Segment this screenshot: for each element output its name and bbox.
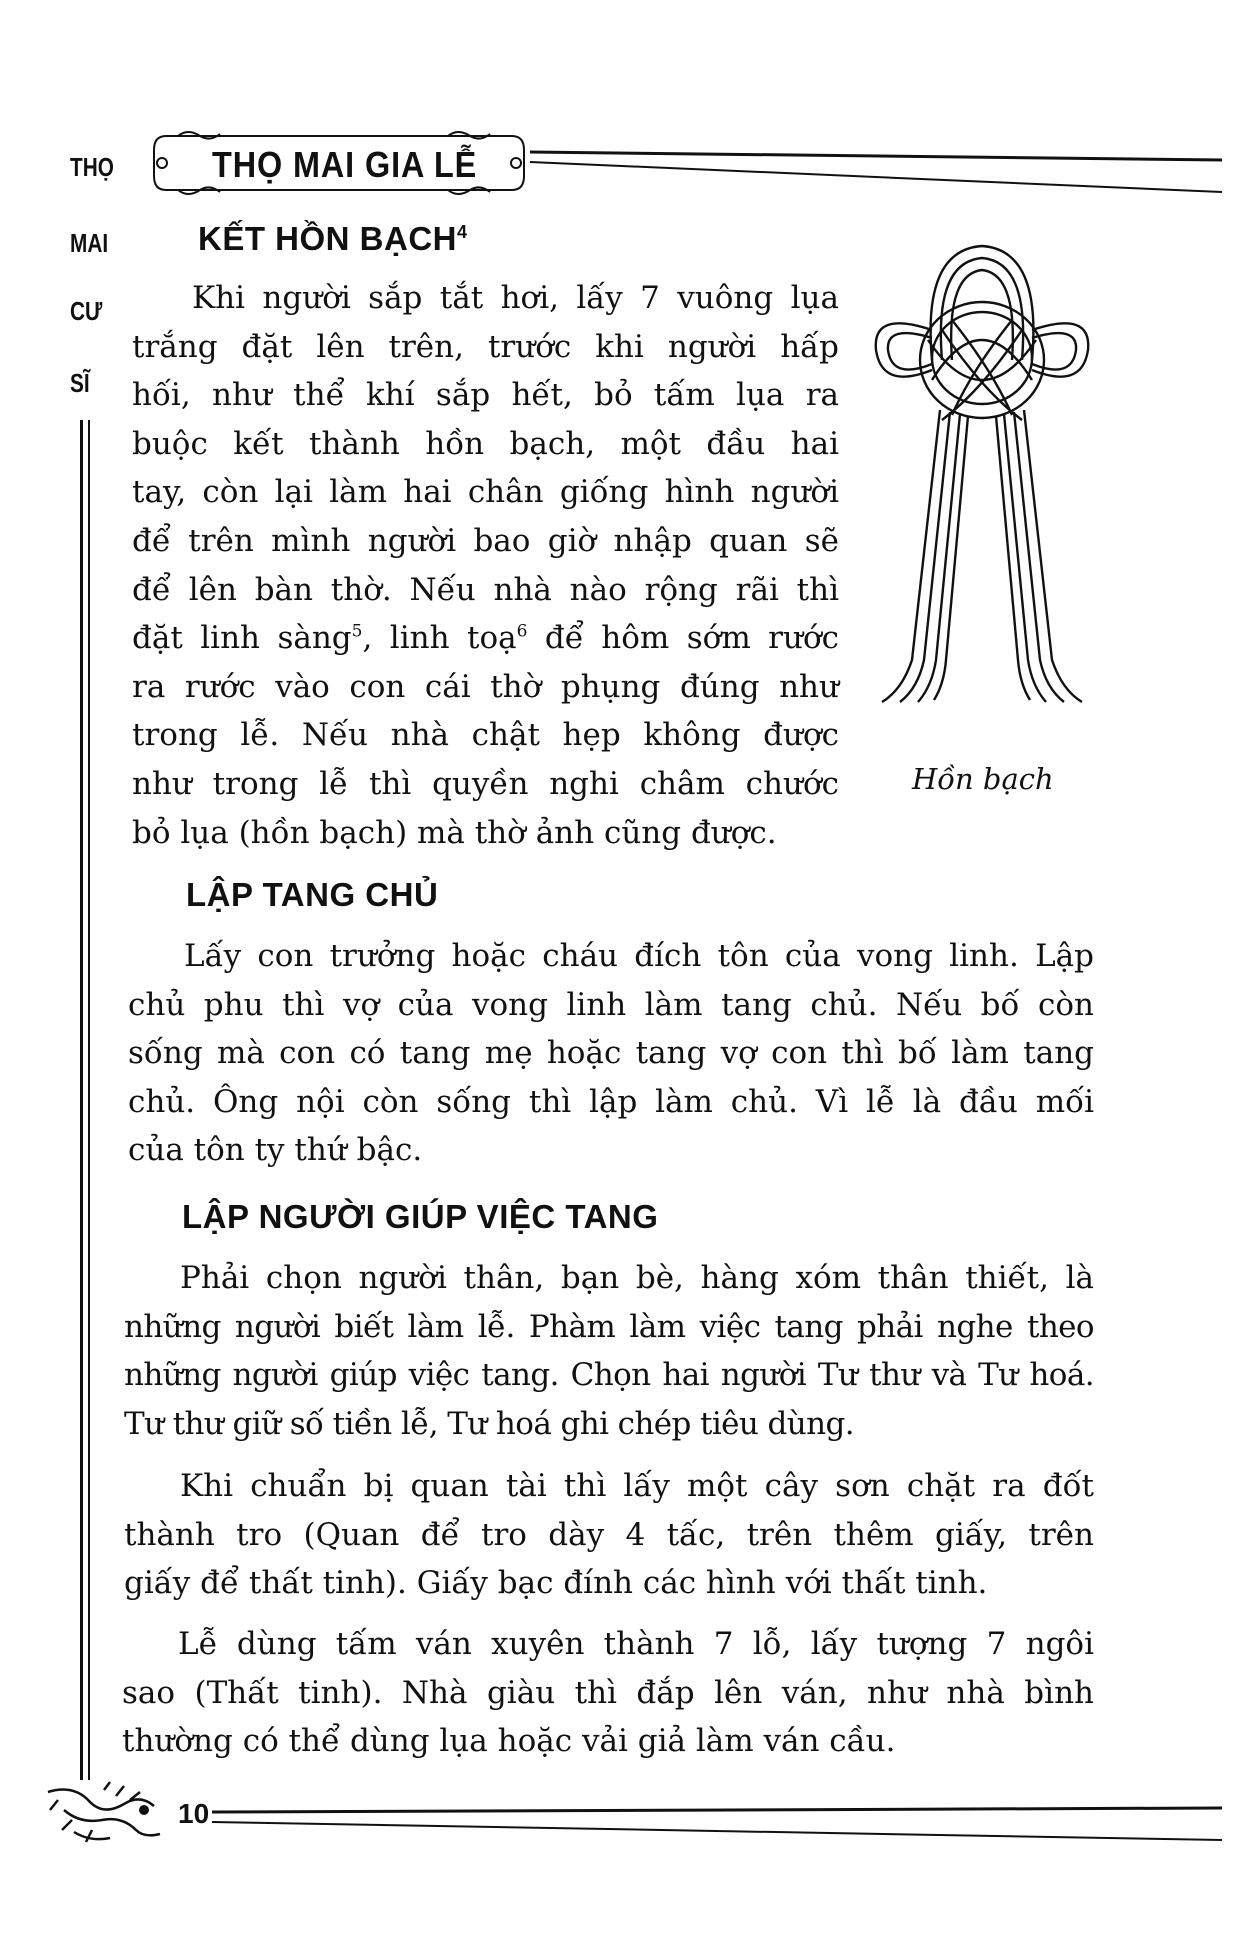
margin-line <box>80 420 83 1780</box>
text-line: thường có thể dùng lụa hoặc vải giả làm ván cầu. <box>122 1723 896 1760</box>
text-line: sống mà con có tang mẹ hoặc tang vợ con thì bố làm tang <box>128 1035 1094 1072</box>
text-line: Phải chọn người thân, bạn bè, hàng xóm thân thiết, là <box>180 1260 1094 1296</box>
text-line: Lấy con trưởng hoặc cháu đích tôn của vong linh. Lập <box>184 938 1094 974</box>
side-label-mai: MAI <box>70 228 109 258</box>
text-line: Tư thư giữ số tiền lễ, Tư hoá ghi chép tiêu dùng. <box>124 1405 855 1442</box>
section-heading-ket-hon-bach: KẾT HỒN BẠCH$^4$ <box>198 220 468 257</box>
text-line: trắng đặt lên trên, trước khi người hấp <box>132 328 839 365</box>
section-heading-lap-nguoi-giup-viec-tang: LẬP NGƯỜI GIÚP VIỆC TANG <box>182 1198 659 1235</box>
text-line: trong lễ. Nếu nhà chật hẹp không được <box>132 717 839 754</box>
paragraph-giup-viec-2 <box>124 1462 1094 1608</box>
text-line: chủ phu thì vợ của vong linh làm tang chủ. Nếu bố còn <box>128 986 1094 1023</box>
text-line: hối, như thể khí sắp hết, bỏ tấm lụa ra <box>132 377 839 414</box>
margin-line <box>88 420 90 1780</box>
section-heading-lap-tang-chu: LẬP TANG CHỦ <box>186 876 439 913</box>
paragraph-giup-viec-1 <box>124 1254 1094 1448</box>
side-label-cu: CƯ <box>70 296 103 326</box>
running-header-title: THỌ MAI GIA LỄ <box>212 144 478 185</box>
side-label-tho: THỌ <box>70 152 114 182</box>
text-line: bỏ lụa (hồn bạch) mà thờ ảnh cũng được. <box>132 814 777 851</box>
paragraph-giup-viec-3 <box>122 1620 1094 1766</box>
text-line: giấy để thất tinh). Giấy bạc đính các hình với thất tinh. <box>124 1565 988 1602</box>
paragraph-ket-hon-bach <box>132 274 839 857</box>
text-line: của tôn ty thứ bậc. <box>128 1132 423 1169</box>
text-line: Lễ dùng tấm ván xuyên thành 7 lỗ, lấy tượng 7 ngôi <box>178 1626 1094 1662</box>
text-line: những người biết làm lễ. Phàm làm việc tang phải nghe theo <box>124 1308 1094 1345</box>
text-line: những người giúp việc tang. Chọn hai người Tư thư và Tư hoá. <box>124 1357 1094 1394</box>
text-line: đặt linh sàng$^5$, linh toạ$^6$ để hôm sớm rước <box>132 620 839 657</box>
text-line: sao (Thất tinh). Nhà giàu thì đắp lên ván, như nhà bình <box>122 1674 1094 1711</box>
text-line: chủ. Ông nội còn sống thì lập làm chủ. Vì lễ là đầu mối <box>128 1083 1094 1120</box>
text-line: để lên bàn thờ. Nếu nhà nào rộng rãi thì <box>132 571 839 608</box>
paragraph-lap-tang-chu <box>128 932 1094 1175</box>
text-line: buộc kết thành hồn bạch, một đầu hai <box>132 425 839 462</box>
page-number: 10 <box>178 1798 210 1829</box>
text-line: như trong lễ thì quyền nghi châm chước <box>132 765 839 802</box>
text-line: Khi chuẩn bị quan tài thì lấy một cây sơn chặt ra đốt <box>180 1468 1094 1504</box>
text-line: thành tro (Quan để tro dày 4 tấc, trên thêm giấy, trên <box>124 1516 1094 1553</box>
text-line: để trên mình người bao giờ nhập quan sẽ <box>132 522 839 559</box>
silk-knot-illustration-icon <box>862 240 1102 710</box>
figure-caption: Hồn bạch <box>912 762 1054 796</box>
text-line: ra rước vào con cái thờ phụng đúng như <box>132 668 839 705</box>
dragon-ornament-icon <box>44 1780 174 1850</box>
side-label-si: SĨ <box>70 368 90 398</box>
text-line: Khi người sắp tắt hơi, lấy 7 vuông lụa <box>192 280 839 316</box>
text-line: tay, còn lại làm hai chân giống hình người <box>132 474 839 511</box>
